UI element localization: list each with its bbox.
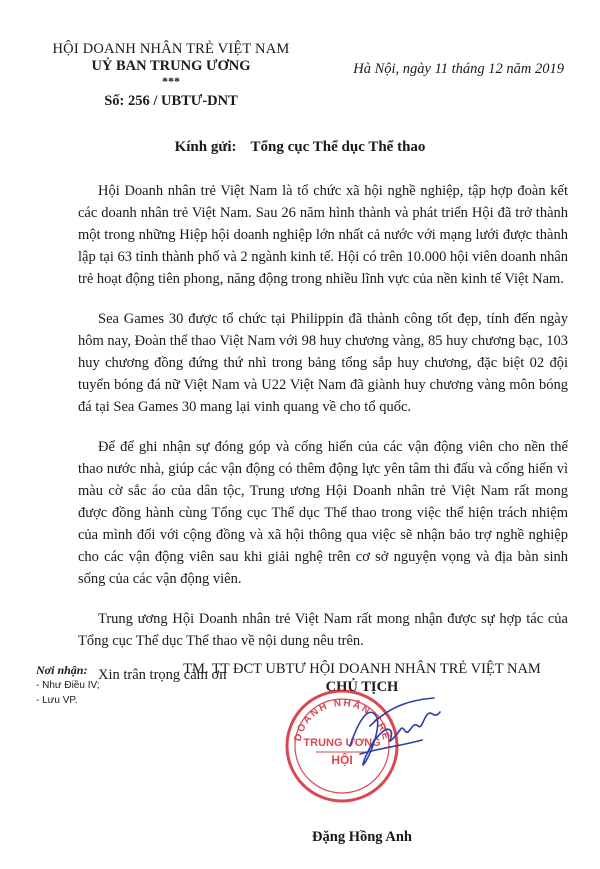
- seal-center-text: TRUNG ƯƠNG: [303, 737, 381, 749]
- seal-top-text: DOANH NHÂN TRẺ: [292, 697, 392, 743]
- on-behalf-line: TM. TT ĐCT UBTƯ HỘI DOANH NHÂN TRẺ VIỆT NAM: [183, 661, 541, 677]
- org-separator-stars: ***: [162, 74, 180, 88]
- document-number: Số: 256 / UBTƯ-DNT: [104, 93, 238, 109]
- body-paragraph: Sea Games 30 được tổ chức tại Philippin đã thành công tốt đẹp, tính đến ngày hôm nay, Đoàn thể thao Việt Nam với 98 huy chương vàng, 85 huy chương bạc, 103 huy chương đồng đứng thứ nhì trong bảng tổng sắp huy chương, đặc biệt 02 đội tuyển bóng đá nữ Việt Nam và U22 Việt Nam đã giành huy chương vàng môn bóng đá tại Sea Games 30 mang lại vinh quang về cho tổ quốc.: [78, 311, 568, 415]
- org-committee: UỶ BAN TRUNG ƯƠNG: [91, 58, 251, 74]
- handwritten-signature-icon: [330, 686, 450, 776]
- recipients-heading: Nơi nhận:: [36, 663, 88, 677]
- salutation: [0, 139, 600, 156]
- org-name: HỘI DOANH NHÂN TRẺ VIỆT NAM: [52, 41, 290, 57]
- body-paragraph: Để để ghi nhận sự đóng góp và cống hiến của các vận động viên cho nền thể thao nước nhà, giúp các vận động có thêm động lực yên tâm thi đấu và cống hiến vì màu cờ sắc áo của dân tộc, Trung ương Hội Doanh nhân trẻ Việt Nam rất mong được đồng hành cùng Tổng cục Thể dục Thể thao trong việc thể hiện trách nhiệm của mình đối với cộng đồng và xã hội thông qua việc sẽ nhận bảo trợ nghề nghiệp cho các vận động viên sau khi giải nghệ trên cơ sở nguyện vọng và địa bàn sinh sống của các vận động viên.: [78, 439, 568, 587]
- recipient-item: - Lưu VP.: [36, 695, 78, 706]
- closing-line: Xin trân trọng cảm ơn: [98, 667, 227, 683]
- issuing-organization: [46, 41, 296, 110]
- signer-name: Đặng Hồng Anh: [312, 829, 412, 845]
- salutation-label: Kính gửi:: [174, 139, 237, 155]
- recipients-list: [36, 662, 100, 708]
- body-paragraph: Trung ương Hội Doanh nhân trẻ Việt Nam rất mong nhận được sự hợp tác của Tổng cục Thể dục Thể thao về nội dung nêu trên.: [78, 611, 568, 649]
- signer-position: CHỦ TỊCH: [325, 679, 399, 695]
- seal-bottom-text: HỘI: [331, 753, 353, 767]
- recipient-item: - Như Điều IV;: [36, 680, 100, 691]
- body-paragraph: Hội Doanh nhân trẻ Việt Nam là tổ chức xã hội nghề nghiệp, tập hợp đoàn kết các doanh nhân trẻ Việt Nam. Sau 26 năm hình thành và phát triển Hội đã trở thành một trong những Hiệp hội doanh nghiệp lớn nhất cả nước với mạng lưới được thành lập tại 63 tỉnh thành phố và 2 ngành kinh tế. Hội có trên 10.000 hội viên doanh nhân trẻ hoạt động tiên phong, năng động trong nhiều lĩnh vực của nền kinh tế Việt Nam.: [78, 183, 568, 287]
- letter-body: [78, 180, 568, 704]
- salutation-recipient: Tổng cục Thể dục Thể thao: [250, 139, 426, 155]
- document-date: Hà Nội, ngày 11 tháng 12 năm 2019: [353, 61, 564, 77]
